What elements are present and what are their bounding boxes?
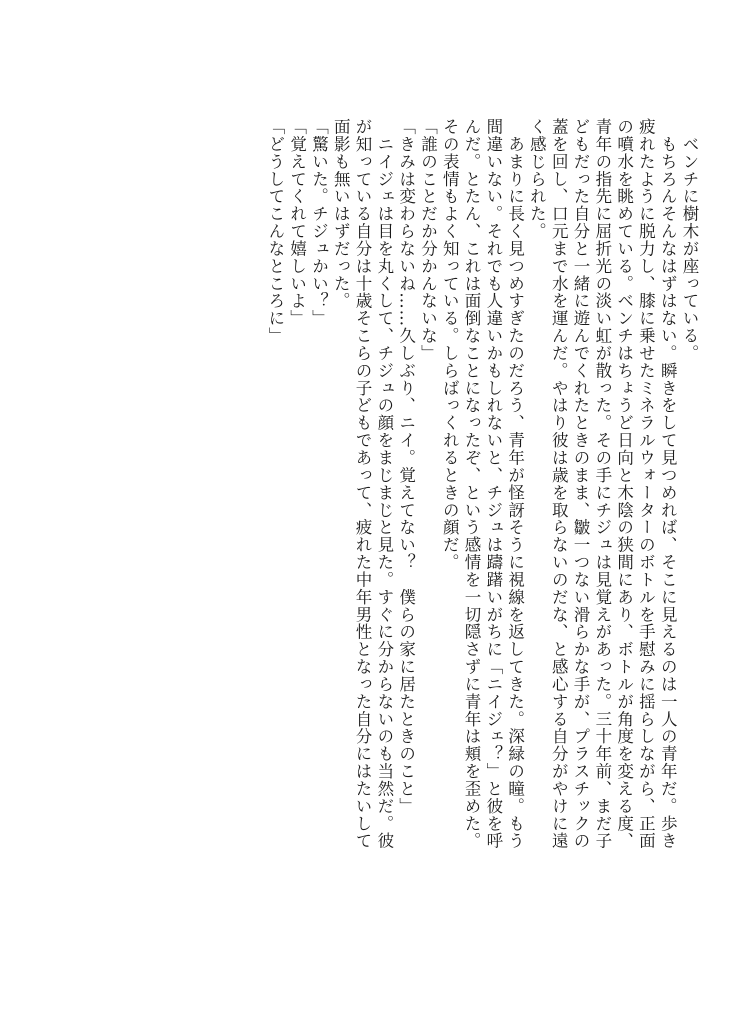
dialogue-line: 「覚えてくれて嬉しいよ」 (287, 118, 307, 328)
text-line: その表情もよく知っている。しらばっくれるときの顔だ。 (440, 118, 460, 571)
body-text (22, 118, 700, 908)
text-line: んだ。とたん、これは面倒なことになったぞ、という感情を一切隠さずに青年は頬を歪めた。 (462, 118, 482, 850)
dialogue-line: 「きみは変わらないね……久しぶり、ニイ。覚えてない？ 僕らの家に居たときのこと」 (396, 118, 416, 815)
text-line: あまりに長く見つめすぎたのだろう、青年が怪訝そうに視線を返してきた。深緑の瞳。もう (505, 118, 525, 850)
text-line: く感じられた。 (527, 118, 547, 240)
text-line: 青年の指先に屈折光の淡い虹が散った。その手にチジュは見覚えがあった。三十年前、まだ子 (592, 118, 612, 850)
text-line: 面影も無いはずだった。 (331, 118, 351, 310)
text-line: の噴水を眺めている。ベンチはちょうど日向と木陰の狭間にあり、ボトルが角度を変える度、 (614, 118, 634, 850)
text-line: ベンチに樹木が座っている。 (680, 118, 699, 362)
dialogue-line: 「驚いた。チジュかい？」 (309, 118, 329, 328)
text-line: 間違いない。それでも人違いかもしれないと、チジュは躊躇いがちに「ニイジェ？」と彼を呼 (483, 118, 503, 850)
text-line: もちろんそんなはずはない。瞬きをして見つめれば、そこに見えるのは一人の青年だ。歩き (658, 118, 678, 850)
dialogue-line: 「どうしてこんなところに」 (265, 118, 285, 345)
text-line: が知っている自分は十歳そこらの子どもであって、疲れた中年男性となった自分にはたいして (353, 118, 373, 850)
text-line: 蓋を回し、口元まで水を運んだ。やはり彼は歳を取らないのだな、と感心する自分がやけに遠 (549, 118, 569, 850)
text-line: ニイジェは目を丸くして、チジュの顔をまじまじと見た。すぐに分からないのも当然だ。彼 (374, 118, 394, 850)
dialogue-line: 「誰のことだか分かんないな」 (418, 118, 438, 362)
text-line: どもだった自分と一緒に遊んでくれたときのまま、皺一つない滑らかな手が、プラスチックの (571, 118, 591, 850)
text-line: 疲れたように脱力し、膝に乗せたミネラルウォーターのボトルを手慰みに揺らしながら、正面 (636, 118, 656, 850)
